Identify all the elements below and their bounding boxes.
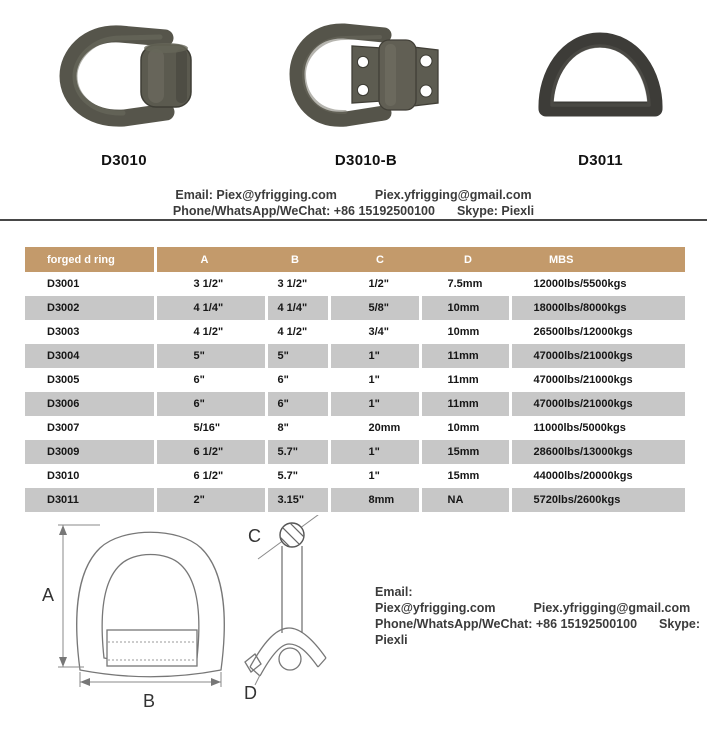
email-primary: Email: Piex@yfrigging.com — [175, 188, 337, 202]
col-header-name: forged d ring — [25, 247, 155, 272]
cell-a: 6" — [155, 392, 266, 416]
cell-mbs: 47000lbs/21000kgs — [533, 398, 633, 410]
table-row — [25, 416, 685, 440]
d-ring-shape — [546, 40, 655, 109]
cell-d: 10mm — [420, 416, 510, 440]
skype-id: Skype: Piexli — [375, 617, 701, 647]
cell-c: 1" — [329, 344, 420, 368]
table-row — [25, 296, 685, 320]
table-header-row — [25, 247, 685, 272]
cell-model: D3005 — [25, 368, 155, 392]
phone-number: Phone/WhatsApp/WeChat: +86 15192500100 — [172, 204, 435, 218]
cell-d: 11mm — [420, 368, 510, 392]
cell-d: 15mm — [420, 440, 510, 464]
cell-c: 1" — [329, 368, 420, 392]
cell-mbs: 12000lbs/5500kgs — [533, 278, 627, 290]
cell-b: 5.7" — [266, 464, 329, 488]
bolt-on-bracket — [352, 40, 438, 110]
dim-label-d: D — [244, 683, 257, 703]
cell-mbs: 28600lbs/13000kgs — [533, 446, 633, 458]
contact-info-top — [0, 187, 707, 219]
skype-id: Skype: Piexli — [456, 204, 535, 218]
contact-email-line — [0, 187, 707, 203]
cell-c: 1/2" — [329, 272, 420, 296]
dim-label-c: C — [248, 526, 261, 546]
table-row — [25, 272, 685, 296]
dimension-b — [80, 672, 221, 711]
product-label-d3011: D3011 — [578, 152, 623, 169]
cell-mbs: 44000lbs/20000kgs — [533, 470, 633, 482]
cell-b: 3.15" — [266, 488, 329, 512]
col-header-b: B — [266, 247, 329, 272]
cell-a: 4 1/2" — [155, 320, 266, 344]
cell-c: 3/4" — [329, 320, 420, 344]
cell-model: D3011 — [25, 488, 155, 512]
table-row — [25, 392, 685, 416]
cell-d: NA — [420, 488, 510, 512]
cell-model: D3001 — [25, 272, 155, 296]
cell-c: 8mm — [329, 488, 420, 512]
cell-c: 1" — [329, 392, 420, 416]
d3010-product-photo — [48, 12, 200, 142]
d-ring-side-view-drawing — [240, 515, 340, 710]
bolt-hole — [420, 55, 432, 67]
col-header-a: A — [155, 247, 266, 272]
cell-c: 5/8" — [329, 296, 420, 320]
cell-a: 3 1/2" — [155, 272, 266, 296]
bolt-hole — [357, 84, 368, 95]
cell-mbs: 11000lbs/5000kgs — [533, 422, 626, 434]
bolt-hole — [357, 56, 368, 67]
col-header-c: C — [329, 247, 420, 272]
cell-c: 1" — [329, 440, 420, 464]
weld-clip — [141, 43, 191, 107]
spec-table — [25, 247, 685, 512]
contact-email-line — [375, 584, 707, 616]
d-ring-front-view-drawing — [40, 515, 250, 715]
cell-b: 3 1/2" — [266, 272, 329, 296]
cell-a: 4 1/4" — [155, 296, 266, 320]
phone-number: Phone/WhatsApp/WeChat: +86 15192500100 — [375, 617, 638, 631]
product-label-d3010-b: D3010-B — [334, 152, 398, 169]
cell-mbs: 47000lbs/21000kgs — [533, 374, 633, 386]
cell-mbs: 5720lbs/2600kgs — [533, 494, 621, 506]
cell-model: D3009 — [25, 440, 155, 464]
table-row — [25, 464, 685, 488]
dim-label-b: B — [143, 691, 156, 711]
cell-d: 10mm — [420, 320, 510, 344]
cell-a: 5" — [155, 344, 266, 368]
cell-b: 8" — [266, 416, 329, 440]
dimension-a — [42, 525, 100, 667]
contact-phone-line — [0, 203, 707, 219]
table-row — [25, 368, 685, 392]
section-divider — [0, 219, 707, 221]
cell-a: 6 1/2" — [155, 440, 266, 464]
cell-model: D3006 — [25, 392, 155, 416]
cell-b: 5" — [266, 344, 329, 368]
cell-b: 6" — [266, 392, 329, 416]
cell-mbs: 47000lbs/21000kgs — [533, 350, 633, 362]
contact-phone-line — [375, 616, 707, 648]
email-primary: Email: Piex@yfrigging.com — [375, 585, 496, 615]
cell-b: 6" — [266, 368, 329, 392]
cell-d: 11mm — [420, 344, 510, 368]
table-row — [25, 344, 685, 368]
weld-bracket-side — [245, 628, 326, 676]
cell-model: D3004 — [25, 344, 155, 368]
table-row — [25, 488, 685, 512]
cell-d: 15mm — [420, 464, 510, 488]
cell-d: 10mm — [420, 296, 510, 320]
email-secondary: Piex.yfrigging@gmail.com — [533, 601, 691, 615]
cell-d: 11mm — [420, 392, 510, 416]
table-row — [25, 320, 685, 344]
col-header-mbs: MBS — [510, 247, 685, 272]
cell-a: 6" — [155, 368, 266, 392]
cell-model: D3002 — [25, 296, 155, 320]
cell-c: 1" — [329, 464, 420, 488]
cell-b: 4 1/4" — [266, 296, 329, 320]
cell-a: 6 1/2" — [155, 464, 266, 488]
cell-model: D3010 — [25, 464, 155, 488]
cell-a: 2" — [155, 488, 266, 512]
cell-c: 20mm — [329, 416, 420, 440]
pin-cross-section — [274, 515, 312, 555]
d3010-b-product-photo — [282, 10, 446, 136]
cell-mbs: 26500lbs/12000kgs — [533, 326, 633, 338]
cell-model: D3003 — [25, 320, 155, 344]
bolt-hole — [420, 85, 432, 97]
cell-a: 5/16" — [155, 416, 266, 440]
cell-mbs: 18000lbs/8000kgs — [533, 302, 627, 314]
col-header-d: D — [420, 247, 510, 272]
cell-d: 7.5mm — [420, 272, 510, 296]
d3011-product-photo — [528, 25, 673, 123]
table-row — [25, 440, 685, 464]
product-label-d3010: D3010 — [101, 152, 147, 169]
cell-b: 5.7" — [266, 440, 329, 464]
contact-info-bottom — [375, 584, 707, 648]
weld-clip-outline — [107, 630, 197, 666]
cell-model: D3007 — [25, 416, 155, 440]
cell-b: 4 1/2" — [266, 320, 329, 344]
dim-label-a: A — [42, 585, 55, 605]
email-secondary: Piex.yfrigging@gmail.com — [374, 188, 532, 202]
